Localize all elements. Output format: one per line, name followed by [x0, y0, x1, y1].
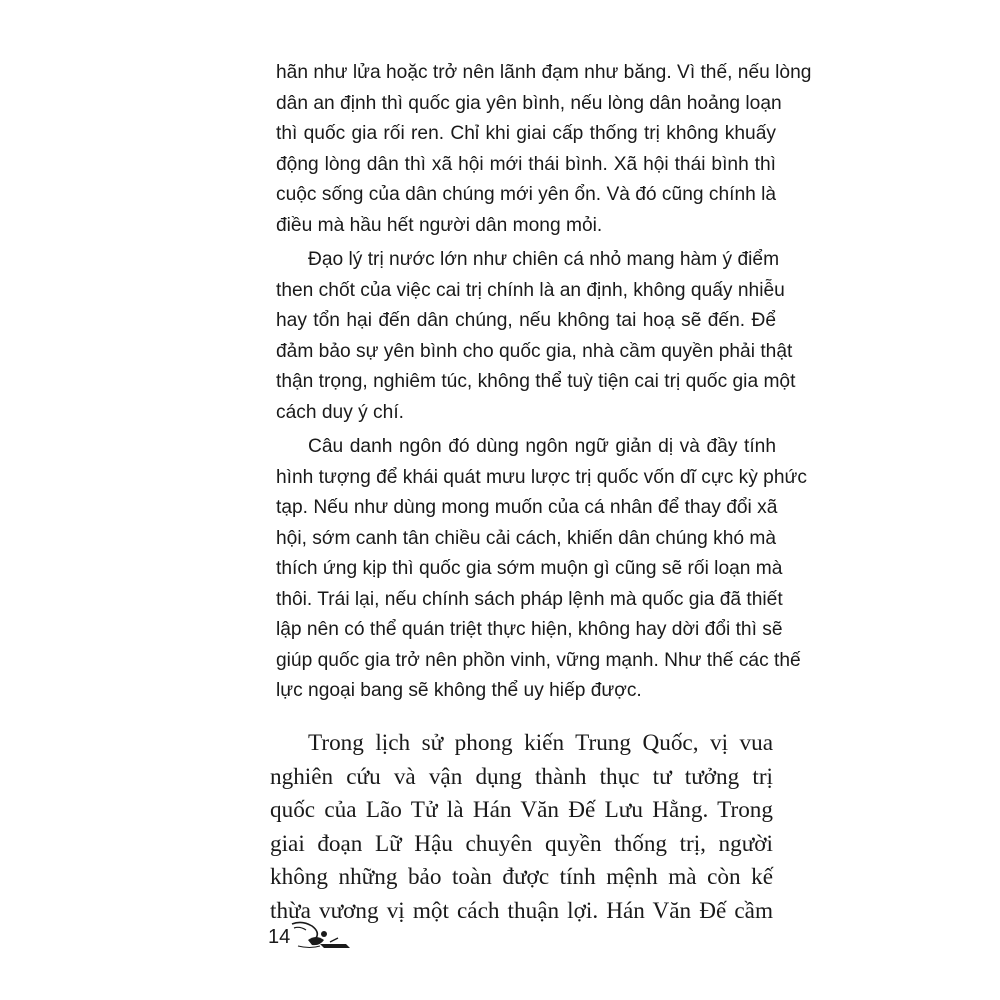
text-line: hay tổn hại đến dân chúng, nếu không tai hoạ sẽ đến. Để [276, 310, 776, 331]
text-line: điều mà hầu hết người dân mong mỏi. [276, 214, 603, 236]
text-line: thôi. Trái lại, nếu chính sách pháp lệnh mà quốc gia đã thiết [276, 588, 783, 610]
text-line: then chốt của việc cai trị chính là an định, không quấy nhiễu [276, 279, 785, 301]
text-line: quốc của Lão Tử là Hán Văn Đế Lưu Hằng. Trong [270, 797, 773, 824]
text-line: cuộc sống của dân chúng mới yên ổn. Và đó cũng chính là [276, 184, 777, 205]
text-line: lực ngoại bang sẽ không thể uy hiếp được. [276, 680, 642, 701]
text-line: đảm bảo sự yên bình cho quốc gia, nhà cầm quyền phải thật [276, 340, 793, 362]
text-line: động lòng dân thì xã hội mới thái bình. Xã hội thái bình thì [276, 153, 776, 175]
paragraph-1 [276, 58, 812, 241]
text-line: thích ứng kịp thì quốc gia sớm muộn gì cũng sẽ rối loạn mà [276, 558, 783, 579]
text-line: Câu danh ngôn đó dùng ngôn ngữ giản dị và đầy tính [308, 436, 776, 457]
text-line: nghiên cứu và vận dụng thành thục tư tưởng trị [270, 763, 773, 790]
text-line: tạp. Nếu như dùng mong muốn của cá nhân để thay đổi xã [276, 497, 778, 518]
text-line: hãn như lửa hoặc trở nên lãnh đạm như băng. Vì thế, nếu lòng [276, 62, 812, 83]
text-line: thì quốc gia rối ren. Chỉ khi giai cấp thống trị không khuấy [276, 123, 776, 144]
text-line: Trong lịch sử phong kiến Trung Quốc, vị vua [308, 730, 773, 756]
text-line: dân an định thì quốc gia yên bình, nếu lòng dân hoảng loạn [276, 92, 782, 114]
text-line: giai đoạn Lữ Hậu chuyên quyền thống trị, người [270, 830, 773, 857]
commentary-text [276, 58, 812, 707]
text-line: Đạo lý trị nước lớn như chiên cá nhỏ mang hàm ý điểm [308, 249, 780, 270]
paragraph-2 [276, 245, 796, 428]
text-line: hình tượng để khái quát mưu lược trị quốc vốn dĩ cực kỳ phức [276, 466, 807, 488]
page-number: 14 [268, 926, 291, 948]
text-line: giúp quốc gia trở nên phồn vinh, vững mạnh. Như thế các thế [276, 649, 801, 671]
text-line: cách duy ý chí. [276, 401, 404, 423]
text-line: hội, sớm canh tân chiều cải cách, khiến dân chúng khó mà [276, 527, 777, 549]
text-line: không những bảo toàn được tính mệnh mà còn kế [270, 864, 773, 891]
text-line: thừa vương vị một cách thuận lợi. Hán Văn Đế cầm [270, 897, 773, 924]
fishing-figure-icon [290, 918, 354, 952]
narrative-text [270, 727, 773, 929]
text-line: lập nên có thể quán triệt thực hiện, không hay dời đổi thì sẽ [276, 619, 783, 640]
paragraph-3 [276, 432, 807, 707]
text-line: thận trọng, nghiêm túc, không thể tuỳ tiện cai trị quốc gia một [276, 371, 796, 392]
